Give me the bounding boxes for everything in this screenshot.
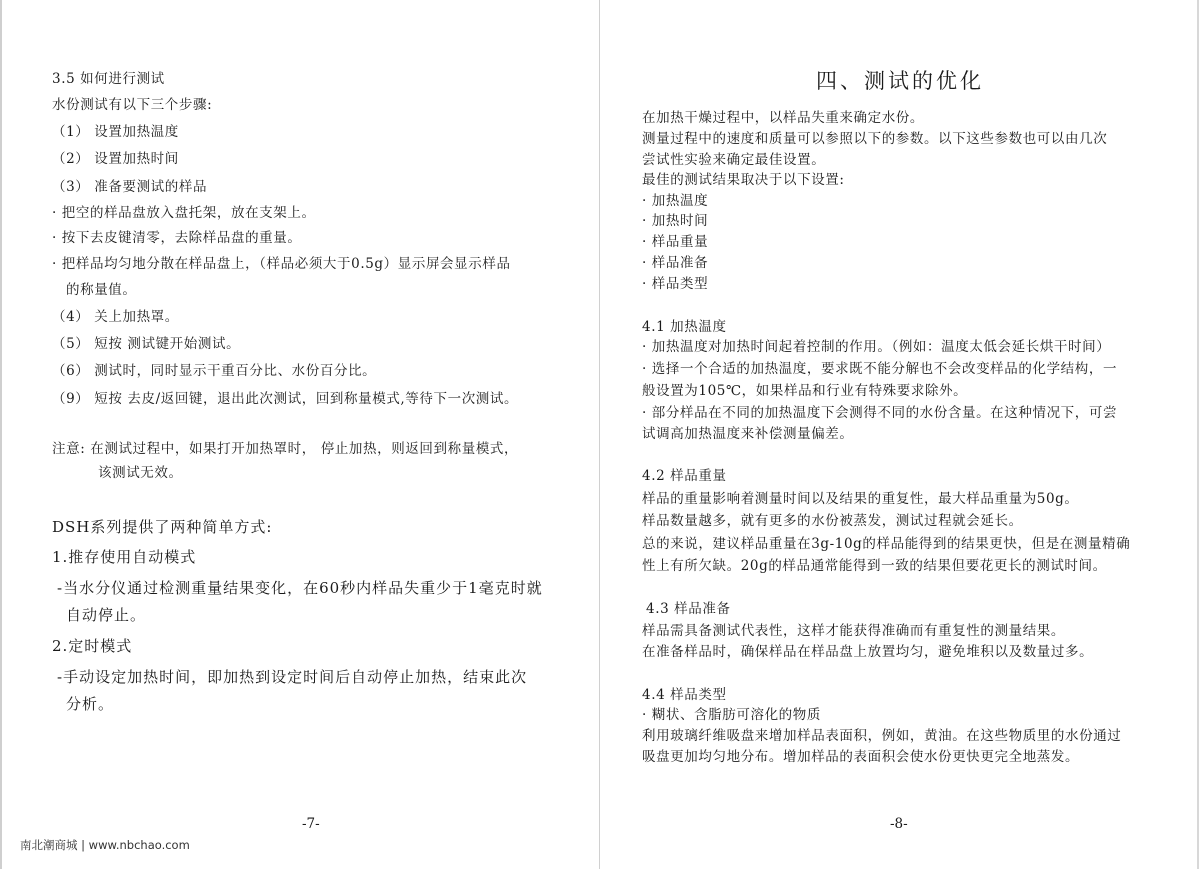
- text-line: · 加热时间: [642, 213, 709, 229]
- text-line: 样品的重量影响着测量时间以及结果的重复性，最大样品重量为50g。: [642, 491, 1079, 507]
- text-line: · 糊状、含脂肪可溶化的物质: [642, 707, 821, 723]
- text-line: 尝试性实验来确定最佳设置。: [642, 152, 826, 168]
- text-line: 性上有所欠缺。20g的样品通常能得到一致的结果但要花更长的测试时间。: [642, 558, 1107, 574]
- page-number-left: -7-: [302, 816, 320, 832]
- text-line: · 样品类型: [642, 276, 709, 292]
- text-line: · 样品重量: [642, 234, 709, 250]
- text-line: · 加热温度: [642, 193, 709, 209]
- text-line: （6） 测试时，同时显示干重百分比、水份百分比。: [52, 363, 377, 379]
- text-line: （9） 短按 去皮/返回键，退出此次测试，回到称量模式,等待下一次测试。: [52, 391, 519, 407]
- text-line: （4） 关上加热罩。: [52, 309, 179, 325]
- text-line: 般设置为105℃，如果样品和行业有特殊要求除外。: [642, 383, 968, 399]
- page-number-right: -8-: [890, 816, 908, 832]
- text-line: 4.4 样品类型: [642, 687, 727, 703]
- left-page: [0, 0, 599, 869]
- site-footer: 南北潮商城 | www.nbchao.com: [20, 838, 190, 852]
- text-line: · 选择一个合适的加热温度，要求既不能分解也不会改变样品的化学结构，一: [642, 361, 1118, 377]
- text-line: 试调高加热温度来补偿测量偏差。: [642, 426, 854, 442]
- text-line: 吸盘更加均匀地分布。增加样品的表面积会使水份更快更完全地蒸发。: [642, 749, 1080, 765]
- text-line: 的称量值。: [66, 282, 137, 298]
- section-title: 四、测试的优化: [816, 69, 984, 93]
- text-line: · 样品准备: [642, 255, 709, 271]
- text-line: （5） 短按 测试键开始测试。: [52, 336, 241, 352]
- text-line: 4.3 样品准备: [646, 601, 731, 617]
- text-line: 注意: 在测试过程中，如果打开加热罩时， 停止加热，则返回到称量模式，: [52, 441, 519, 457]
- text-line: 总的来说，建议样品重量在3g-10g的样品能得到的结果更快，但是在测量精确: [642, 536, 1131, 552]
- text-line: 测量过程中的速度和质量可以参照以下的参数。以下这些参数也可以由几次: [642, 131, 1108, 147]
- text-line: 2.定时模式: [52, 637, 133, 655]
- text-line: （1） 设置加热温度: [52, 124, 179, 140]
- text-line: 4.2 样品重量: [642, 468, 727, 484]
- text-line: 在准备样品时，确保样品在样品盘上放置均匀，避免堆积以及数量过多。: [642, 644, 1094, 660]
- text-line: DSH系列提供了两种简单方式:: [52, 518, 273, 536]
- text-line: 在加热干燥过程中，以样品失重来确定水份。: [642, 110, 924, 126]
- text-line: · 部分样品在不同的加热温度下会测得不同的水份含量。在这种情况下，可尝: [642, 405, 1118, 421]
- text-line: 水份测试有以下三个步骤:: [52, 97, 213, 113]
- text-line: 分析。: [66, 695, 115, 713]
- text-line: 自动停止。: [66, 606, 147, 624]
- text-line: 最佳的测试结果取决于以下设置:: [642, 172, 845, 188]
- text-line: -手动设定加热时间，即加热到设定时间后自动停止加热，结束此次: [57, 668, 528, 686]
- text-line: · 按下去皮键清零，去除样品盘的重量。: [52, 230, 302, 246]
- text-line: 样品需具备测试代表性，这样才能获得准确而有重复性的测量结果。: [642, 623, 1065, 639]
- text-line: · 加热温度对加热时间起着控制的作用。（例如：温度太低会延长烘干时间）: [642, 339, 1111, 355]
- text-line: 该测试无效。: [98, 465, 183, 481]
- text-line: 4.1 加热温度: [642, 319, 727, 335]
- text-line: 1.推存使用自动模式: [52, 548, 197, 566]
- right-page: [599, 0, 1199, 869]
- text-line: -当水分仪通过检测重量结果变化，在60秒内样品失重少于1毫克时就: [57, 579, 543, 597]
- text-line: · 把空的样品盘放入盘托架，放在支架上。: [52, 205, 316, 221]
- text-line: 样品数量越多，就有更多的水份被蒸发，测试过程就会延长。: [642, 513, 1023, 529]
- text-line: （2） 设置加热时间: [52, 151, 179, 167]
- text-line: · 把样品均匀地分散在样品盘上，（样品必须大于0.5g）显示屏会显示样品: [52, 256, 511, 272]
- text-line: （3） 准备要测试的样品: [52, 179, 208, 195]
- text-line: 3.5 如何进行测试: [52, 71, 165, 87]
- text-line: 利用玻璃纤维吸盘来增加样品表面积，例如，黄油。在这些物质里的水份通过: [642, 728, 1122, 744]
